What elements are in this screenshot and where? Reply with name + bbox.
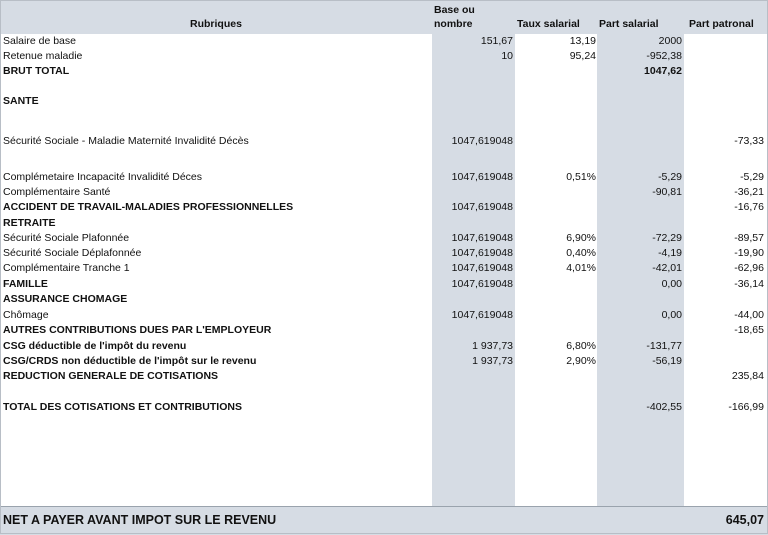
row-part-patronal-value: -5,29: [740, 171, 764, 183]
row-label: RETRAITE: [3, 217, 56, 229]
row-part-patronal-value: -36,21: [734, 186, 764, 198]
row-part-patronal-value: -19,90: [734, 247, 764, 259]
table-row: [0, 134, 768, 149]
row-part-patronal-value: -73,33: [734, 135, 764, 147]
row-part-patronal-value: -62,96: [734, 262, 764, 274]
table-header: [0, 0, 768, 34]
row-label: REDUCTION GENERALE DE COTISATIONS: [3, 370, 219, 382]
table-row: [0, 369, 768, 384]
row-label: AUTRES CONTRIBUTIONS DUES PAR L'EMPLOYEUR: [3, 324, 272, 336]
row-part-salarial-value: -90,81: [652, 186, 682, 198]
row-base-value: 1047,619048: [451, 232, 513, 244]
row-taux-value: 95,24: [569, 50, 596, 62]
row-taux-value: 0,51%: [566, 171, 596, 183]
row-label: Salaire de base: [3, 35, 76, 47]
row-part-salarial-value: 0,00: [661, 278, 682, 290]
row-label: Sécurité Sociale - Maladie Maternité Invalidité Décès: [3, 135, 249, 147]
header-rubriques: Rubriques: [190, 18, 242, 30]
row-part-salarial-value: -4,19: [658, 247, 682, 259]
table-row: [0, 292, 768, 307]
table-row: [0, 216, 768, 231]
row-label: ACCIDENT DE TRAVAIL-MALADIES PROFESSIONNELLES: [3, 201, 294, 213]
header-part-patronal: Part patronal: [689, 18, 754, 30]
net-a-payer-label: NET A PAYER AVANT IMPOT SUR LE REVENU: [3, 513, 277, 527]
table-row: [0, 339, 768, 354]
row-label: Chômage: [3, 309, 49, 321]
row-part-patronal-value: -166,99: [728, 401, 764, 413]
table-row: [0, 400, 768, 415]
row-label: ASSURANCE CHOMAGE: [3, 293, 128, 305]
row-base-value: 151,67: [480, 35, 513, 47]
net-a-payer-bar: [0, 506, 768, 535]
row-label: Complémentaire Santé: [3, 186, 111, 198]
row-label: TOTAL DES COTISATIONS ET CONTRIBUTIONS: [3, 401, 242, 413]
header-base-line1: Base ou: [434, 4, 475, 16]
row-label: CSG/CRDS non déductible de l'impôt sur le revenu: [3, 355, 257, 367]
table-row: [0, 246, 768, 261]
row-taux-value: 4,01%: [566, 262, 596, 274]
header-base-line2: nombre: [434, 18, 473, 30]
row-taux-value: 6,90%: [566, 232, 596, 244]
row-base-value: 1 937,73: [472, 355, 513, 367]
table-row: [0, 170, 768, 185]
table-row: [0, 49, 768, 64]
table-row: [0, 185, 768, 200]
row-part-salarial-value: 0,00: [661, 309, 682, 321]
row-taux-value: 6,80%: [566, 340, 596, 352]
table-row: [0, 34, 768, 49]
row-label: FAMILLE: [3, 278, 48, 290]
table-row: [0, 94, 768, 109]
row-taux-value: 0,40%: [566, 247, 596, 259]
row-label: Retenue maladie: [3, 50, 83, 62]
row-taux-value: 2,90%: [566, 355, 596, 367]
row-part-salarial-value: -72,29: [652, 232, 682, 244]
row-taux-value: 13,19: [569, 35, 596, 47]
row-label: Sécurité Sociale Déplafonnée: [3, 247, 142, 259]
row-label: Complémetaire Incapacité Invalidité Déces: [3, 171, 203, 183]
row-part-salarial-value: -42,01: [652, 262, 682, 274]
row-part-salarial-value: 1047,62: [644, 65, 682, 77]
header-taux: Taux salarial: [517, 18, 580, 30]
table-row: [0, 354, 768, 369]
row-part-patronal-value: -16,76: [734, 201, 764, 213]
row-label: Sécurité Sociale Plafonnée: [3, 232, 130, 244]
row-part-patronal-value: -44,00: [734, 309, 764, 321]
row-part-salarial-value: -131,77: [646, 340, 682, 352]
row-base-value: 1047,619048: [451, 309, 513, 321]
row-label: BRUT TOTAL: [3, 65, 70, 77]
net-a-payer-value: 645,07: [725, 513, 764, 527]
row-part-salarial-value: -402,55: [646, 401, 682, 413]
table-row: [0, 323, 768, 338]
table-row: [0, 64, 768, 79]
row-part-patronal-value: 235,84: [731, 370, 764, 382]
table-row: [0, 277, 768, 292]
row-base-value: 1 937,73: [472, 340, 513, 352]
row-label: SANTE: [3, 95, 39, 107]
table-row: [0, 200, 768, 215]
row-base-value: 1047,619048: [451, 201, 513, 213]
row-part-salarial-value: -952,38: [646, 50, 682, 62]
header-part-salarial: Part salarial: [599, 18, 659, 30]
row-part-salarial-value: 2000: [658, 35, 682, 47]
row-label: CSG déductible de l'impôt du revenu: [3, 340, 187, 352]
row-base-value: 1047,619048: [451, 247, 513, 259]
row-base-value: 1047,619048: [451, 262, 513, 274]
row-base-value: 1047,619048: [451, 171, 513, 183]
row-base-value: 1047,619048: [451, 278, 513, 290]
row-part-salarial-value: -5,29: [658, 171, 682, 183]
row-part-patronal-value: -36,14: [734, 278, 764, 290]
row-label: Complémentaire Tranche 1: [3, 262, 130, 274]
table-row: [0, 261, 768, 276]
table-row: [0, 231, 768, 246]
row-part-patronal-value: -89,57: [734, 232, 764, 244]
row-part-patronal-value: -18,65: [734, 324, 764, 336]
row-part-salarial-value: -56,19: [652, 355, 682, 367]
row-base-value: 10: [501, 50, 513, 62]
table-row: [0, 308, 768, 323]
row-base-value: 1047,619048: [451, 135, 513, 147]
